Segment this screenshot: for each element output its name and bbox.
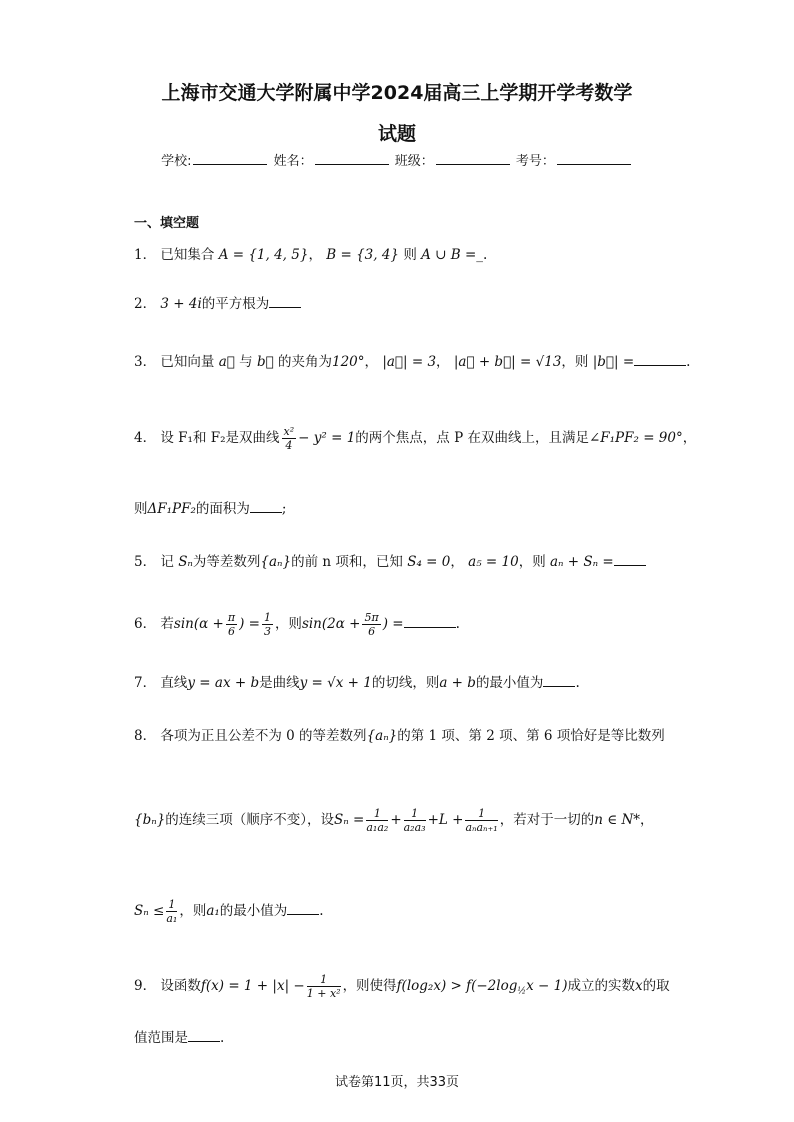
- question-text: 则: [403, 247, 417, 263]
- math-expression: sin(2α +: [301, 616, 361, 632]
- math-expression: ) =: [239, 616, 260, 632]
- math-expression: B = {3, 4}: [326, 247, 400, 263]
- question-6: [134, 611, 460, 638]
- question-3: [134, 353, 690, 371]
- fraction: [282, 425, 297, 452]
- math-expression: b⃗: [256, 354, 274, 370]
- math-subscript: ½: [517, 986, 527, 997]
- question-text: 的面积为: [195, 501, 250, 517]
- math-expression: − y² = 1: [298, 430, 356, 446]
- question-text: .: [575, 675, 580, 691]
- question-text: 设 F₁和 F₂是双曲线: [160, 430, 280, 446]
- math-expression: Sₙ =: [334, 812, 365, 828]
- math-expression: +L +: [427, 812, 464, 828]
- question-text: 已知向量: [160, 354, 215, 370]
- math-expression: 3 + 4i: [160, 296, 202, 312]
- question-4-line2: [134, 500, 286, 518]
- question-text: ，则: [179, 903, 207, 919]
- fraction-numerator: 1: [307, 973, 341, 987]
- math-expression: n ∈ N*: [594, 812, 641, 828]
- question-text: ，: [364, 354, 379, 370]
- question-text: 为等差数列: [192, 554, 261, 570]
- math-expression: a + b: [439, 675, 476, 691]
- fraction-numerator: 5π: [364, 611, 379, 624]
- question-text: 设函数: [160, 978, 201, 994]
- question-number: 9．: [134, 978, 157, 994]
- fraction: [465, 807, 497, 834]
- question-text: ，则使得: [342, 978, 397, 994]
- question-text: 若: [160, 616, 174, 632]
- fraction: [262, 611, 273, 638]
- math-expression: |a⃗| = 3: [382, 354, 437, 370]
- question-9-line2: [134, 1029, 224, 1047]
- name-label: 姓名：: [273, 154, 313, 169]
- question-text: 的两个焦点，点 P 在双曲线上，且满足: [355, 430, 589, 446]
- fraction-numerator: 1: [404, 807, 426, 821]
- math-expression: x − 1): [526, 978, 568, 994]
- fraction-denominator: a₁a₂: [366, 821, 389, 834]
- fraction-numerator: 1: [263, 611, 271, 624]
- math-expression: y = √x + 1: [299, 675, 372, 691]
- question-5: [134, 553, 646, 571]
- question-text: ，则: [561, 354, 589, 370]
- fraction: [226, 611, 237, 638]
- question-text: 各项为正且公差不为 0 的等差数列: [160, 728, 367, 744]
- math-expression: Sₙ: [178, 554, 193, 570]
- question-text: .: [220, 1030, 225, 1046]
- math-expression: a₁: [206, 903, 220, 919]
- fraction: [404, 807, 426, 834]
- question-number: 3．: [134, 354, 157, 370]
- question-text: .: [455, 616, 460, 632]
- class-blank[interactable]: [436, 154, 510, 165]
- question-8-line3: [134, 898, 324, 925]
- fraction-numerator: 1: [168, 898, 176, 911]
- answer-blank[interactable]: [269, 297, 301, 308]
- question-number: 2．: [134, 296, 157, 312]
- fraction: [166, 898, 177, 925]
- math-expression: aₙ + Sₙ =: [550, 554, 614, 570]
- fraction: [362, 611, 380, 638]
- answer-blank[interactable]: [250, 502, 282, 513]
- math-expression: ) =: [382, 616, 404, 632]
- question-text: 直线: [160, 675, 188, 691]
- question-text: 的平方根为: [201, 296, 270, 312]
- math-expression: ∠F₁PF₂ = 90°: [588, 430, 683, 446]
- question-text: .: [686, 354, 691, 370]
- question-text: 的切线，则: [371, 675, 440, 691]
- number-blank[interactable]: [557, 154, 631, 165]
- math-expression: A ∪ B =: [421, 247, 477, 263]
- answer-blank[interactable]: [188, 1031, 220, 1042]
- school-label: 学校:: [161, 154, 192, 169]
- question-text: 的最小值为: [475, 675, 544, 691]
- question-number: 6．: [134, 616, 157, 632]
- question-8: [134, 727, 665, 745]
- question-text: ，: [308, 247, 322, 263]
- question-text: 已知集合: [160, 247, 215, 263]
- math-expression: 120°: [331, 354, 365, 370]
- question-text: 与: [239, 354, 253, 370]
- fraction-denominator: 3: [263, 625, 271, 638]
- school-blank[interactable]: [193, 154, 267, 165]
- fraction-numerator: π: [227, 611, 236, 624]
- fraction: [366, 807, 388, 834]
- question-number: 1．: [134, 247, 157, 263]
- question-number: 5．: [134, 554, 157, 570]
- question-text: 是曲线: [259, 675, 300, 691]
- question-text: .: [319, 903, 324, 919]
- question-7: [134, 674, 580, 692]
- question-text: 值范围是: [134, 1030, 188, 1046]
- question-text: 的取: [642, 978, 670, 994]
- math-expression: Sₙ ≤: [134, 903, 165, 919]
- answer-blank[interactable]: [543, 676, 575, 687]
- question-text: ;: [281, 501, 287, 517]
- exam-title-line2: 试题: [377, 123, 416, 145]
- math-expression: A = {1, 4, 5}: [218, 247, 309, 263]
- question-text: 的连续三项（顺序不变），设: [165, 812, 335, 828]
- math-expression: a⃗: [218, 354, 235, 370]
- question-text: ，: [640, 812, 654, 828]
- fraction-denominator: 4: [285, 439, 293, 452]
- math-expression: ΔF₁PF₂: [147, 501, 196, 517]
- question-9: [134, 973, 670, 1001]
- question-text: 的前 n 项和，已知: [291, 554, 403, 570]
- math-expression: |a⃗ + b⃗| = √13: [453, 354, 562, 370]
- answer-blank[interactable]: _.: [476, 247, 488, 263]
- page-footer: 试卷第11页，共33页: [334, 1075, 460, 1090]
- question-2: [134, 295, 301, 313]
- fraction-denominator: aₙaₙ₊₁: [465, 821, 498, 834]
- question-8-line2: {bₙ}的连续三项（顺序不变），设Sₙ = $\frac{1}{\text{a₁a₂}}$ + $\frac{1}{\text{a₂a₃}}$ +L + $\frac{1}{\text{aₙaₙ₊₁}}$ ，若对于一切的n ∈ N*，: [134, 807, 654, 834]
- math-expression: x: [634, 978, 643, 994]
- question-number: 4．: [134, 430, 157, 446]
- fraction-denominator: 6: [368, 625, 376, 638]
- question-text: 的最小值为: [219, 903, 288, 919]
- fraction: [307, 973, 341, 1000]
- question-number: 8．: [134, 728, 157, 744]
- question-text: 则: [134, 501, 148, 517]
- class-label: 班级：: [394, 154, 434, 169]
- math-expression: {aₙ}: [260, 554, 292, 570]
- answer-blank[interactable]: [614, 555, 646, 566]
- question-text: ，若对于一切的: [499, 812, 595, 828]
- answer-blank[interactable]: [404, 617, 456, 628]
- section-title: 一、填空题: [134, 216, 200, 231]
- math-expression: {bₙ}: [134, 812, 166, 828]
- student-info-row: [0, 150, 794, 169]
- question-4: [134, 425, 696, 452]
- fraction-denominator: a₂a₃: [403, 821, 426, 834]
- question-text: ，: [682, 430, 697, 446]
- fraction-numerator: 1: [366, 807, 388, 821]
- fraction-numerator: x²: [283, 425, 295, 438]
- fraction-denominator: 6: [227, 625, 235, 638]
- question-text: ，则: [274, 616, 302, 632]
- math-expression: f(log₂x) > f(−2log: [396, 978, 518, 994]
- question-text: 记: [160, 554, 174, 570]
- question-1: [134, 246, 487, 264]
- question-text: 的夹角为: [277, 354, 332, 370]
- number-label: 考号：: [515, 154, 555, 169]
- math-expression: sin(α +: [173, 616, 224, 632]
- question-text: ，: [450, 554, 464, 570]
- question-text: ，则: [518, 554, 546, 570]
- fraction-denominator: a₁: [166, 912, 178, 925]
- fraction-denominator: 1 + x²: [306, 987, 341, 1000]
- question-number: 7．: [134, 675, 157, 691]
- answer-blank[interactable]: [634, 355, 686, 366]
- math-expression: {aₙ}: [366, 728, 398, 744]
- answer-blank[interactable]: [287, 904, 319, 915]
- math-expression: f(x) = 1 + |x| −: [200, 978, 305, 994]
- question-text: 成立的实数: [567, 978, 635, 994]
- math-expression: a₅ = 10: [468, 554, 519, 570]
- math-expression: |b⃗| =: [592, 354, 635, 370]
- math-expression: y = ax + b: [187, 675, 260, 691]
- question-text: 的第 1 项、第 2 项、第 6 项恰好是等比数列: [397, 728, 665, 744]
- exam-title-line1: 上海市交通大学附属中学2024届高三上学期开学考数学: [161, 82, 633, 104]
- fraction-numerator: 1: [465, 807, 497, 821]
- math-expression: S₄ = 0: [407, 554, 451, 570]
- question-text: ，: [436, 354, 450, 370]
- name-blank[interactable]: [315, 154, 389, 165]
